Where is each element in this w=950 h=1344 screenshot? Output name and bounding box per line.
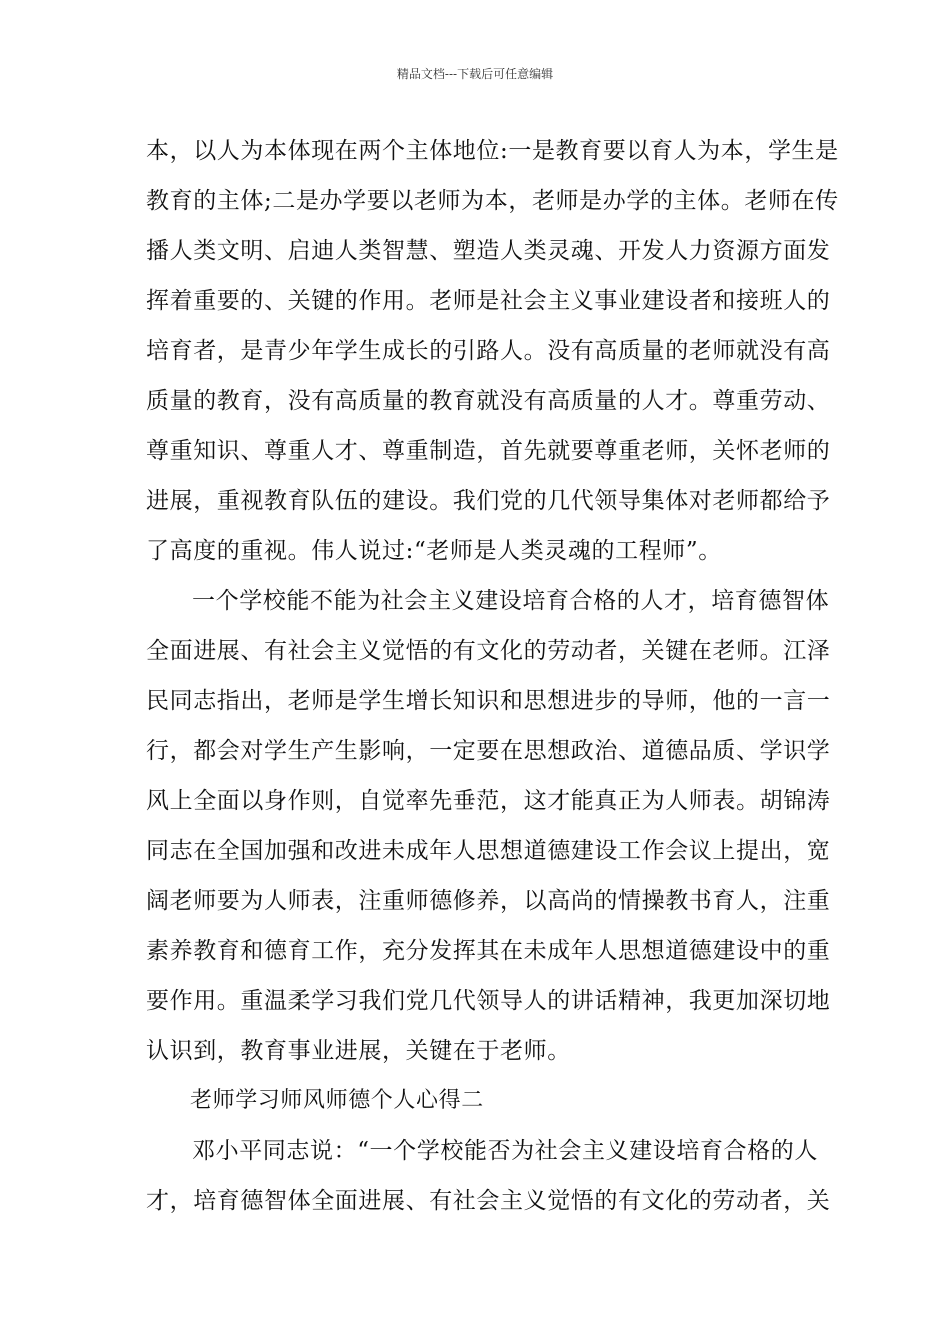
text-line: 播人类文明、启迪人类智慧、塑造人类灵魂、开发人力资源方面发 (146, 238, 831, 264)
text-line: 素养教育和德育工作，充分发挥其在未成年人思想道德建设中的重 (146, 938, 831, 964)
section-heading: 老师学习师风师德个人心得二 (190, 1088, 484, 1113)
text-line: 本，以人为本体现在两个主体地位:一是教育要以育人为本，学生是 (146, 138, 839, 164)
paragraph-first-line: 邓小平同志说：“一个学校能否为社会主义建设培育合格的人 (192, 1138, 818, 1164)
text-line: 阔老师要为人师表，注重师德修养，以高尚的情操教书育人，注重 (146, 888, 831, 914)
paragraph-first-line: 一个学校能不能为社会主义建设培育合格的人才，培育德智体 (192, 588, 830, 614)
text-line: 了高度的重视。伟人说过:“老师是人类灵魂的工程师”。 (146, 538, 722, 564)
text-line: 教育的主体;二是办学要以老师为本，老师是办学的主体。老师在传 (146, 188, 839, 214)
text-line: 尊重知识、尊重人才、尊重制造，首先就要尊重老师，关怀老师的 (146, 438, 831, 464)
text-line: 全面进展、有社会主义觉悟的有文化的劳动者，关键在老师。江泽 (146, 638, 831, 664)
text-line: 风上全面以身作则，自觉率先垂范，这才能真正为人师表。胡锦涛 (146, 788, 831, 814)
text-line: 同志在全国加强和改进未成年人思想道德建设工作会议上提出，宽 (146, 838, 831, 864)
text-line: 认识到，教育事业进展，关键在于老师。 (146, 1038, 571, 1064)
text-line: 才，培育德智体全面进展、有社会主义觉悟的有文化的劳动者，关 (146, 1188, 831, 1214)
text-line: 民同志指出，老师是学生增长知识和思想进步的导师，他的一言一 (146, 688, 831, 714)
text-line: 进展，重视教育队伍的建设。我们党的几代领导集体对老师都给予 (146, 488, 831, 514)
text-line: 挥着重要的、关键的作用。老师是社会主义事业建设者和接班人的 (146, 288, 831, 314)
page-header: 精品文档---下载后可任意编辑 (396, 67, 554, 81)
text-line: 行，都会对学生产生影响，一定要在思想政治、道德品质、学识学 (146, 738, 831, 764)
text-line: 要作用。重温柔学习我们党几代领导人的讲话精神，我更加深切地 (146, 988, 831, 1014)
text-line: 质量的教育，没有高质量的教育就没有高质量的人才。尊重劳动、 (146, 388, 831, 414)
text-line: 培育者，是青少年学生成长的引路人。没有高质量的老师就没有高 (146, 338, 831, 364)
